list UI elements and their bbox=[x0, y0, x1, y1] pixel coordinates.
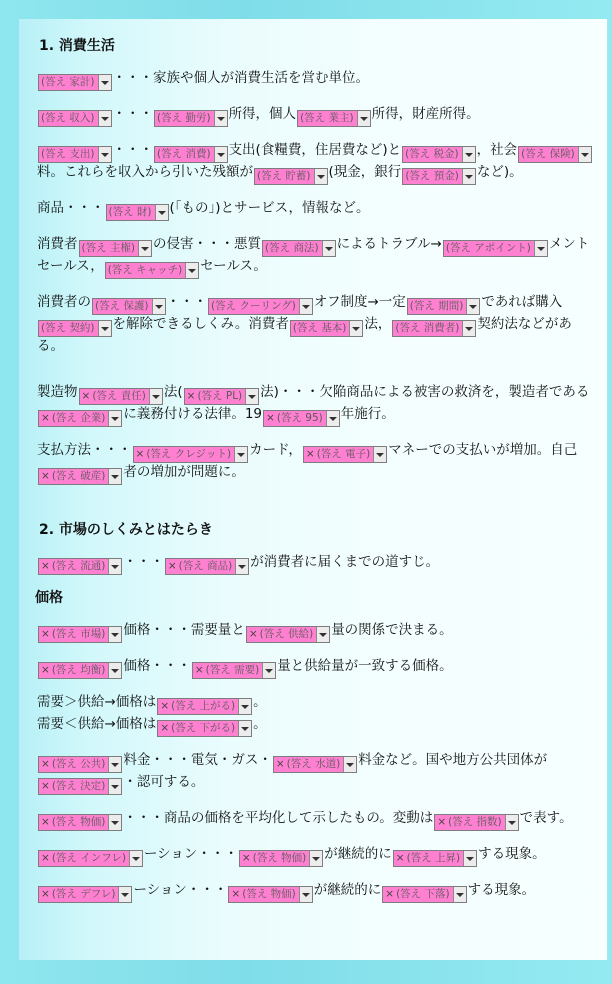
para-inflation: × (答え インフレ) ーション・・・ × (答え 物価) が継続的に × (答え 上昇) する現象。 bbox=[35, 845, 595, 867]
chevron-down-icon[interactable] bbox=[108, 757, 121, 772]
para-income: (答え 収入) ・・・ (答え 勤労) 所得，個人 (答え 業主) 所得，財産所得。 bbox=[35, 105, 595, 127]
answer-dropdown[interactable]: (答え 保険) bbox=[518, 146, 592, 163]
answer-dropdown[interactable]: (答え 財) bbox=[106, 204, 169, 221]
chevron-down-icon[interactable] bbox=[238, 699, 251, 714]
chevron-down-icon[interactable] bbox=[185, 263, 198, 278]
chevron-down-icon[interactable] bbox=[155, 205, 168, 220]
para-distribution: × (答え 流通) ・・・ × (答え 商品) が消費者に届くまでの道すじ。 bbox=[35, 553, 595, 575]
para-supply-demand: 需要＞供給→価格は × (答え 上がる) 。 需要＜供給→価格は × (答え 下がる) 。 bbox=[35, 693, 595, 737]
answer-dropdown[interactable]: × (答え 市場) bbox=[38, 626, 122, 643]
answer-dropdown[interactable]: (答え 基本) bbox=[290, 320, 364, 337]
worksheet-panel bbox=[19, 19, 608, 960]
subsection-title-price: 価格 bbox=[35, 590, 63, 606]
answer-dropdown[interactable]: (答え 契約) bbox=[38, 320, 112, 337]
answer-dropdown[interactable]: (答え 期間) bbox=[407, 298, 481, 315]
answer-dropdown[interactable]: (答え アポイント) bbox=[443, 240, 548, 257]
answer-dropdown[interactable]: (答え キャッチ) bbox=[105, 262, 200, 279]
answer-dropdown[interactable]: (答え 主権) bbox=[79, 240, 153, 257]
section-title-market: 2. 市場のしくみとはたらき bbox=[39, 522, 213, 538]
answer-dropdown[interactable]: × (答え 均衡) bbox=[38, 662, 122, 679]
chevron-down-icon[interactable] bbox=[149, 389, 162, 404]
answer-dropdown[interactable]: (答え 税金) bbox=[402, 146, 476, 163]
chevron-down-icon[interactable] bbox=[214, 147, 227, 162]
chevron-down-icon[interactable] bbox=[235, 559, 248, 574]
answer-dropdown[interactable]: (答え 商法) bbox=[262, 240, 336, 257]
answer-dropdown[interactable]: (答え 業主) bbox=[297, 110, 371, 127]
para-equilibrium-price: × (答え 均衡) 価格・・・ × (答え 需要) 量と供給量が一致する価格。 bbox=[35, 657, 595, 679]
chevron-down-icon[interactable] bbox=[322, 241, 335, 256]
answer-dropdown[interactable]: (答え 家計) bbox=[38, 74, 112, 91]
section-title-consumer-life: 1. 消費生活 bbox=[39, 38, 115, 54]
chevron-down-icon[interactable] bbox=[326, 411, 339, 426]
answer-dropdown[interactable]: (答え 支出) bbox=[38, 146, 112, 163]
answer-dropdown[interactable]: × (答え 企業) bbox=[38, 410, 122, 427]
answer-dropdown[interactable]: × (答え 商品) bbox=[165, 558, 249, 575]
chevron-down-icon[interactable] bbox=[98, 111, 111, 126]
answer-dropdown[interactable]: (答え 貯蓄) bbox=[254, 168, 328, 185]
chevron-down-icon[interactable] bbox=[98, 147, 111, 162]
para-expenditure: (答え 支出) ・・・ (答え 消費) 支出(食糧費，住居費など)と (答え 税金) ，社会 (答え 保険) 料。これらを収入から引いた残額が (答え 貯蓄) (現金，銀行 (答え 預金) など)。 bbox=[35, 141, 595, 185]
chevron-down-icon[interactable] bbox=[299, 299, 312, 314]
chevron-down-icon[interactable] bbox=[299, 887, 312, 902]
chevron-down-icon[interactable] bbox=[108, 469, 121, 484]
chevron-down-icon[interactable] bbox=[108, 779, 121, 794]
answer-dropdown[interactable]: × (答え 決定) bbox=[38, 778, 122, 795]
answer-dropdown[interactable]: × (答え 物価) bbox=[228, 886, 312, 903]
chevron-down-icon[interactable] bbox=[534, 241, 547, 256]
answer-dropdown[interactable]: × (答え インフレ) bbox=[38, 850, 143, 867]
para-prices: × (答え 物価) ・・・商品の価格を平均化して示したもの。変動は × (答え 指数) で表す。 bbox=[35, 809, 595, 831]
answer-dropdown[interactable]: × (答え 水道) bbox=[273, 756, 357, 773]
answer-dropdown[interactable]: × (答え 上昇) bbox=[393, 850, 477, 867]
para-product-liability: 製造物 × (答え 責任) 法( × (答え PL) 法)・・・欠陥商品による被害の救済を，製造者である × (答え 企業) に義務付ける法律。19 × (答え 95) 年施行。 bbox=[35, 383, 595, 427]
chevron-down-icon[interactable] bbox=[462, 169, 475, 184]
answer-dropdown[interactable]: (答え 預金) bbox=[402, 168, 476, 185]
chevron-down-icon[interactable] bbox=[462, 147, 475, 162]
answer-dropdown[interactable]: × (答え 破産) bbox=[38, 468, 122, 485]
answer-dropdown[interactable]: × (答え 流通) bbox=[38, 558, 122, 575]
answer-dropdown[interactable]: (答え 消費者) bbox=[392, 320, 476, 337]
answer-dropdown[interactable]: × (答え 電子) bbox=[303, 446, 387, 463]
chevron-down-icon[interactable] bbox=[108, 559, 121, 574]
chevron-down-icon[interactable] bbox=[462, 321, 475, 336]
chevron-down-icon[interactable] bbox=[214, 111, 227, 126]
chevron-down-icon[interactable] bbox=[129, 851, 142, 866]
chevron-down-icon[interactable] bbox=[152, 299, 165, 314]
chevron-down-icon[interactable] bbox=[453, 887, 466, 902]
chevron-down-icon[interactable] bbox=[118, 887, 131, 902]
chevron-down-icon[interactable] bbox=[108, 815, 121, 830]
worksheet-content bbox=[35, 37, 595, 917]
chevron-down-icon[interactable] bbox=[138, 241, 151, 256]
chevron-down-icon[interactable] bbox=[309, 851, 322, 866]
chevron-down-icon[interactable] bbox=[245, 389, 258, 404]
answer-dropdown[interactable]: × (答え 供給) bbox=[246, 626, 330, 643]
para-consumer-protection: 消費者の (答え 保護) ・・・ (答え クーリング) オフ制度→一定 (答え 期間) であれば購入 (答え 契約) を解除できるしくみ。消費者 (答え 基本) 法， (答え 消費者) 契約法などがある。 bbox=[37, 294, 572, 354]
chevron-down-icon[interactable] bbox=[108, 663, 121, 678]
chevron-down-icon[interactable] bbox=[108, 411, 121, 426]
answer-dropdown[interactable]: × (答え 公共) bbox=[38, 756, 122, 773]
answer-dropdown[interactable]: × (答え PL) bbox=[184, 388, 260, 405]
answer-dropdown[interactable]: (答え 保護) bbox=[92, 298, 166, 315]
chevron-down-icon[interactable] bbox=[343, 757, 356, 772]
answer-dropdown[interactable]: × (答え 物価) bbox=[38, 814, 122, 831]
answer-dropdown[interactable]: × (答え デフレ) bbox=[38, 886, 132, 903]
chevron-down-icon[interactable] bbox=[262, 663, 275, 678]
para-goods: 商品・・・ (答え 財) (「もの」)とサービス，情報など。 bbox=[35, 199, 595, 221]
para-payment: 支払方法・・・ × (答え クレジット) カード， × (答え 電子) マネーでの支払いが増加。自己 × (答え 破産) 者の増加が問題に。 bbox=[35, 441, 595, 485]
chevron-down-icon[interactable] bbox=[466, 299, 479, 314]
chevron-down-icon[interactable] bbox=[349, 321, 362, 336]
chevron-down-icon[interactable] bbox=[314, 169, 327, 184]
answer-dropdown[interactable]: × (答え 物価) bbox=[239, 850, 323, 867]
chevron-down-icon[interactable] bbox=[316, 627, 329, 642]
chevron-down-icon[interactable] bbox=[238, 721, 251, 736]
answer-dropdown[interactable]: × (答え 下がる) bbox=[157, 720, 252, 737]
chevron-down-icon[interactable] bbox=[357, 111, 370, 126]
para-household: (答え 家計) ・・・家族や個人が消費生活を営む単位。 bbox=[35, 69, 595, 91]
chevron-down-icon[interactable] bbox=[463, 851, 476, 866]
para-market-price: × (答え 市場) 価格・・・需要量と × (答え 供給) 量の関係で決まる。 bbox=[35, 621, 595, 643]
answer-dropdown[interactable]: × (答え 責任) bbox=[79, 388, 163, 405]
answer-dropdown[interactable]: × (答え 下落) bbox=[382, 886, 466, 903]
para-consumer-sovereignty: 消費者 (答え 主権) の侵害・・・悪質 (答え 商法) によるトラブル→ (答え アポイント) メントセールス， (答え キャッチ) セールス。 bbox=[35, 235, 595, 279]
answer-dropdown[interactable]: × (答え 上がる) bbox=[157, 698, 252, 715]
answer-dropdown[interactable]: (答え 収入) bbox=[38, 110, 112, 127]
answer-dropdown[interactable]: (答え 勤労) bbox=[154, 110, 228, 127]
chevron-down-icon[interactable] bbox=[98, 321, 111, 336]
chevron-down-icon[interactable] bbox=[505, 815, 518, 830]
answer-dropdown[interactable]: (答え クーリング) bbox=[208, 298, 313, 315]
chevron-down-icon[interactable] bbox=[234, 447, 247, 462]
para-public-charges: × (答え 公共) 料金・・・電気・ガス・ × (答え 水道) 料金など。国や地方公共団体が × (答え 決定) ・認可する。 bbox=[35, 751, 595, 795]
answer-dropdown[interactable]: × (答え 95) bbox=[263, 410, 340, 427]
para-deflation: × (答え デフレ) ーション・・・ × (答え 物価) が継続的に × (答え 下落) する現象。 bbox=[35, 881, 595, 903]
chevron-down-icon[interactable] bbox=[578, 147, 591, 162]
answer-dropdown[interactable]: (答え 消費) bbox=[154, 146, 228, 163]
answer-dropdown[interactable]: × (答え クレジット) bbox=[133, 446, 249, 463]
chevron-down-icon[interactable] bbox=[98, 75, 111, 90]
chevron-down-icon[interactable] bbox=[373, 447, 386, 462]
answer-dropdown[interactable]: × (答え 指数) bbox=[434, 814, 518, 831]
chevron-down-icon[interactable] bbox=[108, 627, 121, 642]
answer-dropdown[interactable]: × (答え 需要) bbox=[192, 662, 276, 679]
